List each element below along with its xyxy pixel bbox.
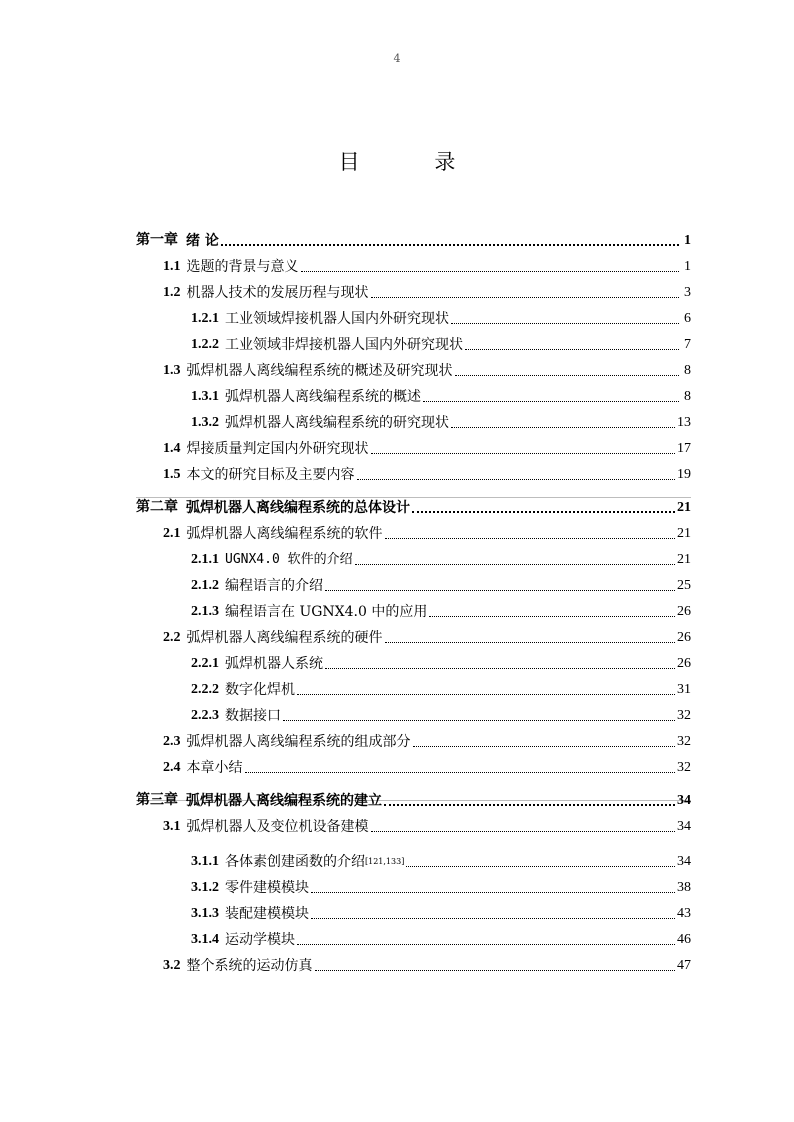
dot-leader bbox=[245, 772, 676, 773]
toc-label: 弧焊机器人离线编程系统的总体设计 bbox=[186, 500, 410, 516]
dot-leader bbox=[355, 564, 675, 565]
toc-label: 编程语言的介绍 bbox=[225, 578, 323, 594]
toc-page: 46 bbox=[677, 932, 691, 947]
dot-leader bbox=[412, 511, 675, 513]
toc-entry-1-3[interactable] bbox=[136, 353, 691, 379]
toc-page: 32 bbox=[677, 734, 691, 749]
toc-label: 零件建模模块 bbox=[225, 880, 309, 896]
toc-label: 弧焊机器人及变位机设备建模 bbox=[186, 819, 369, 835]
dot-leader bbox=[371, 453, 676, 454]
toc-page: 43 bbox=[677, 906, 691, 921]
dot-leader bbox=[325, 590, 675, 591]
toc-label: 弧焊机器人离线编程系统的研究现状 bbox=[225, 415, 449, 431]
toc-number: 2.4 bbox=[163, 760, 181, 775]
dot-leader bbox=[385, 538, 676, 539]
toc-number: 1.3.1 bbox=[191, 389, 219, 404]
toc-page: 19 bbox=[677, 467, 691, 482]
toc-entry-2-1-3[interactable] bbox=[136, 594, 691, 620]
toc-label: 选题的背景与意义 bbox=[186, 259, 299, 275]
toc-entry-2-1-1[interactable] bbox=[136, 542, 691, 568]
dot-leader bbox=[311, 918, 675, 919]
table-of-contents bbox=[136, 223, 691, 974]
toc-page: 38 bbox=[677, 880, 691, 895]
toc-number: 1.2.2 bbox=[191, 337, 219, 352]
toc-entry-2-4[interactable] bbox=[136, 750, 691, 776]
toc-page: 34 bbox=[677, 819, 691, 834]
toc-page: 21 bbox=[677, 526, 691, 541]
dot-leader bbox=[297, 944, 675, 945]
toc-label: 各体素创建函数的介绍 bbox=[225, 854, 365, 870]
toc-number: 1.1 bbox=[163, 259, 181, 274]
toc-entry-1-4[interactable] bbox=[136, 431, 691, 457]
page-number: 4 bbox=[393, 52, 401, 65]
toc-entry-2-2-1[interactable] bbox=[136, 646, 691, 672]
toc-entry-1-2-2[interactable] bbox=[136, 327, 691, 353]
toc-entry-3-2[interactable] bbox=[136, 948, 691, 974]
toc-label: 装配建模模块 bbox=[225, 906, 309, 922]
toc-page: 26 bbox=[677, 630, 691, 645]
toc-label: 机器人技术的发展历程与现状 bbox=[186, 285, 369, 301]
toc-entry-3-1-1[interactable] bbox=[136, 835, 691, 870]
toc-number: 1.5 bbox=[163, 467, 181, 482]
toc-page: 25 bbox=[677, 578, 691, 593]
toc-number: 2.1.2 bbox=[191, 578, 219, 593]
toc-page: 32 bbox=[677, 760, 691, 775]
toc-number: 2.3 bbox=[163, 734, 181, 749]
toc-label: 弧焊机器人离线编程系统的概述 bbox=[225, 389, 421, 405]
toc-label: 运动学模块 bbox=[225, 932, 295, 948]
toc-page: 13 bbox=[677, 415, 691, 430]
toc-number: 3.1.4 bbox=[191, 932, 219, 947]
toc-entry-2-3[interactable] bbox=[136, 724, 691, 750]
toc-label: 弧焊机器人离线编程系统的建立 bbox=[186, 793, 382, 809]
toc-entry-3-1-4[interactable] bbox=[136, 922, 691, 948]
toc-entry-2-1[interactable] bbox=[136, 516, 691, 542]
toc-label: 工业领域非焊接机器人国内外研究现状 bbox=[225, 337, 463, 353]
toc-number: 1.4 bbox=[163, 441, 181, 456]
toc-label: 弧焊机器人系统 bbox=[225, 656, 323, 672]
toc-label: 数据接口 bbox=[225, 708, 281, 724]
toc-entry-3-1[interactable] bbox=[136, 809, 691, 835]
toc-page: 47 bbox=[677, 958, 691, 973]
dot-leader bbox=[384, 804, 675, 806]
toc-label: 弧焊机器人离线编程系统的软件 bbox=[186, 526, 383, 542]
toc-number: 3.1.1 bbox=[191, 854, 219, 869]
toc-number: 3.2 bbox=[163, 958, 181, 973]
toc-label: 数字化焊机 bbox=[225, 682, 295, 698]
toc-entry-1-3-2[interactable] bbox=[136, 405, 691, 431]
dot-leader bbox=[357, 479, 676, 480]
toc-label: 弧焊机器人离线编程系统的概述及研究现状 bbox=[186, 363, 453, 379]
toc-number: 1.2.1 bbox=[191, 311, 219, 326]
toc-page: 34 bbox=[677, 793, 691, 808]
toc-label: UGNX4.0 软件的介绍 bbox=[225, 552, 353, 567]
toc-page: 21 bbox=[677, 500, 691, 515]
toc-entry-3-1-3[interactable] bbox=[136, 896, 691, 922]
toc-number: 1.2 bbox=[163, 285, 181, 300]
dot-leader bbox=[371, 297, 680, 298]
toc-number: 2.1.1 bbox=[191, 552, 219, 567]
toc-entry-1-1[interactable] bbox=[136, 249, 691, 275]
toc-entry-1-5[interactable] bbox=[136, 457, 691, 483]
toc-page: 26 bbox=[677, 604, 691, 619]
toc-number: 第二章 bbox=[136, 500, 178, 515]
toc-entry-2-2-2[interactable] bbox=[136, 672, 691, 698]
toc-label: 弧焊机器人离线编程系统的组成部分 bbox=[186, 734, 411, 750]
toc-entry-1-2-1[interactable] bbox=[136, 301, 691, 327]
page-title: 目 录 bbox=[338, 150, 490, 174]
toc-number: 3.1 bbox=[163, 819, 181, 834]
dot-leader bbox=[451, 427, 675, 428]
toc-number: 第三章 bbox=[136, 793, 178, 808]
dot-leader bbox=[413, 746, 676, 747]
toc-entry-1-3-1[interactable] bbox=[136, 379, 691, 405]
dot-leader bbox=[371, 831, 676, 832]
toc-label: 本章小结 bbox=[186, 760, 243, 776]
dot-leader bbox=[311, 892, 675, 893]
toc-label: 焊接质量判定国内外研究现状 bbox=[186, 441, 369, 457]
dot-leader bbox=[315, 970, 676, 971]
toc-number: 2.1.3 bbox=[191, 604, 219, 619]
toc-page: 32 bbox=[677, 708, 691, 723]
citation-superscript: [121,133] bbox=[365, 857, 405, 866]
toc-label: 本文的研究目标及主要内容 bbox=[186, 467, 355, 483]
dot-leader bbox=[221, 244, 679, 246]
toc-number: 1.3.2 bbox=[191, 415, 219, 430]
toc-number: 2.1 bbox=[163, 526, 181, 541]
toc-label: 整个系统的运动仿真 bbox=[186, 958, 313, 974]
toc-page: 1 bbox=[684, 233, 691, 248]
dot-leader bbox=[429, 616, 675, 617]
toc-number: 3.1.2 bbox=[191, 880, 219, 895]
dot-leader bbox=[301, 271, 680, 272]
dot-leader bbox=[283, 720, 675, 721]
toc-number: 3.1.3 bbox=[191, 906, 219, 921]
toc-entry-3-1-2[interactable] bbox=[136, 870, 691, 896]
toc-page: 7 bbox=[684, 337, 691, 352]
toc-number: 2.2.3 bbox=[191, 708, 219, 723]
dot-leader bbox=[325, 668, 675, 669]
toc-page: 6 bbox=[684, 311, 691, 326]
toc-label: 绪 论 bbox=[186, 233, 219, 249]
toc-entry-chapter-2[interactable] bbox=[136, 490, 691, 516]
toc-entry-chapter-3[interactable] bbox=[136, 783, 691, 809]
toc-page: 34 bbox=[677, 854, 691, 869]
dot-leader bbox=[406, 866, 675, 867]
toc-page: 8 bbox=[684, 363, 691, 378]
toc-page: 17 bbox=[677, 441, 691, 456]
toc-page: 31 bbox=[677, 682, 691, 697]
dot-leader bbox=[385, 642, 676, 643]
toc-number: 2.2.2 bbox=[191, 682, 219, 697]
toc-page: 26 bbox=[677, 656, 691, 671]
toc-number: 1.3 bbox=[163, 363, 181, 378]
dot-leader bbox=[423, 401, 679, 402]
toc-page: 1 bbox=[684, 259, 691, 274]
toc-label: 弧焊机器人离线编程系统的硬件 bbox=[186, 630, 383, 646]
toc-page: 8 bbox=[684, 389, 691, 404]
toc-entry-chapter-1[interactable] bbox=[136, 223, 691, 249]
dot-leader bbox=[455, 375, 680, 376]
toc-entry-2-2-3[interactable] bbox=[136, 698, 691, 724]
toc-page: 21 bbox=[677, 552, 691, 567]
toc-entry-1-2[interactable] bbox=[136, 275, 691, 301]
toc-entry-2-1-2[interactable] bbox=[136, 568, 691, 594]
toc-label: 编程语言在 UGNX4.0 中的应用 bbox=[225, 604, 428, 620]
toc-entry-2-2[interactable] bbox=[136, 620, 691, 646]
toc-page: 3 bbox=[684, 285, 691, 300]
dot-leader bbox=[465, 349, 679, 350]
toc-number: 2.2.1 bbox=[191, 656, 219, 671]
toc-label: 工业领域焊接机器人国内外研究现状 bbox=[225, 311, 449, 327]
toc-number: 2.2 bbox=[163, 630, 181, 645]
dot-leader bbox=[297, 694, 675, 695]
toc-number: 第一章 bbox=[136, 233, 178, 248]
dot-leader bbox=[451, 323, 679, 324]
